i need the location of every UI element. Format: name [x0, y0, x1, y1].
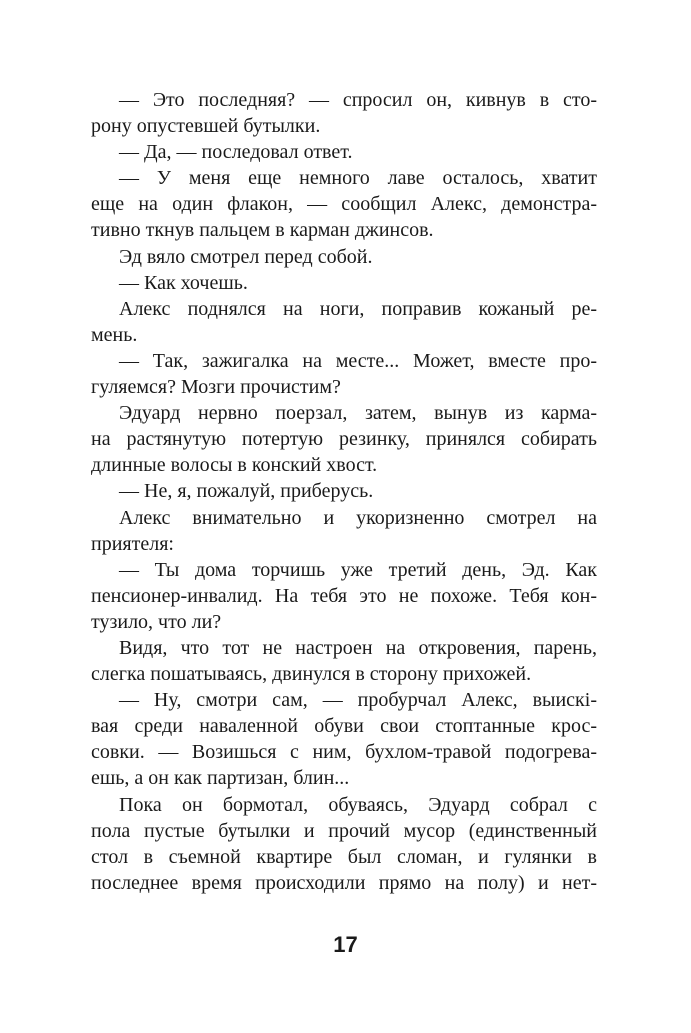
text-line: — Это последняя? — спросил он, кивнув в сто- [119, 89, 597, 111]
text-line: Алекс поднялся на ноги, поправив кожаный ре- [119, 297, 597, 320]
text-line: еще на один флакон, — сообщил Алекс, демонстра- [91, 193, 597, 216]
text-line: пола пустые бутылки и прочий мусор (единственный [91, 819, 597, 842]
text-line: тузило, что ли? [91, 610, 222, 633]
text-line: — Ты дома торчишь уже третий день, Эд. Как [119, 558, 597, 581]
text-line: мень. [91, 323, 138, 346]
body-text [91, 87, 597, 896]
text-line: Эдуард нервно поерзал, затем, вынув из карма- [119, 402, 597, 425]
text-line: — Так, зажигалка на месте... Может, вместе про- [119, 349, 597, 372]
text-line: на растянутую потертую резинку, принялся собирать [91, 428, 597, 451]
text-line: ешь, а он как партизан, блин... [91, 767, 350, 790]
text-line: Эд вяло смотрел перед собой. [119, 245, 373, 268]
text-line: вая среди наваленной обуви свои стоптанные крос- [91, 715, 597, 738]
text-line: пенсионер-инвалид. На тебя это не похоже. Тебя кон- [91, 584, 597, 607]
text-line: гуляемся? Мозги прочистим? [91, 376, 341, 399]
text-line: — Ну, смотри сам, — пробурчал Алекс, выискі- [119, 689, 597, 712]
text-line: последнее время происходили прямо на полу) и нет- [91, 871, 597, 894]
text-line: стол в съемной квартире был сломан, и гулянки в [91, 845, 597, 868]
text-line: Алекс внимательно и укоризненно смотрел на [119, 506, 597, 529]
text-line: Пока он бормотал, обуваясь, Эдуард собрал с [119, 793, 597, 816]
text-line: — У меня еще немного лаве осталось, хватит [119, 167, 597, 190]
text-line: — Не, я, пожалуй, приберусь. [119, 480, 374, 503]
text-line: совки. — Возишься с ним, бухлом-травой подогрева- [91, 741, 597, 764]
text-line: слегка пошатываясь, двинулся в сторону прихожей. [91, 663, 532, 686]
text-line: длинные волосы в конский хвост. [91, 454, 378, 477]
text-line: — Да, — последовал ответ. [119, 141, 353, 164]
text-line: — Как хочешь. [119, 271, 248, 294]
text-line: приятеля: [91, 532, 174, 555]
text-line: тивно ткнув пальцем в карман джинсов. [91, 219, 434, 242]
text-line: Видя, что тот не настроен на откровения, парень, [119, 636, 597, 659]
text-line: рону опустевшей бутылки. [91, 115, 321, 138]
page-number: 17 [333, 932, 358, 957]
